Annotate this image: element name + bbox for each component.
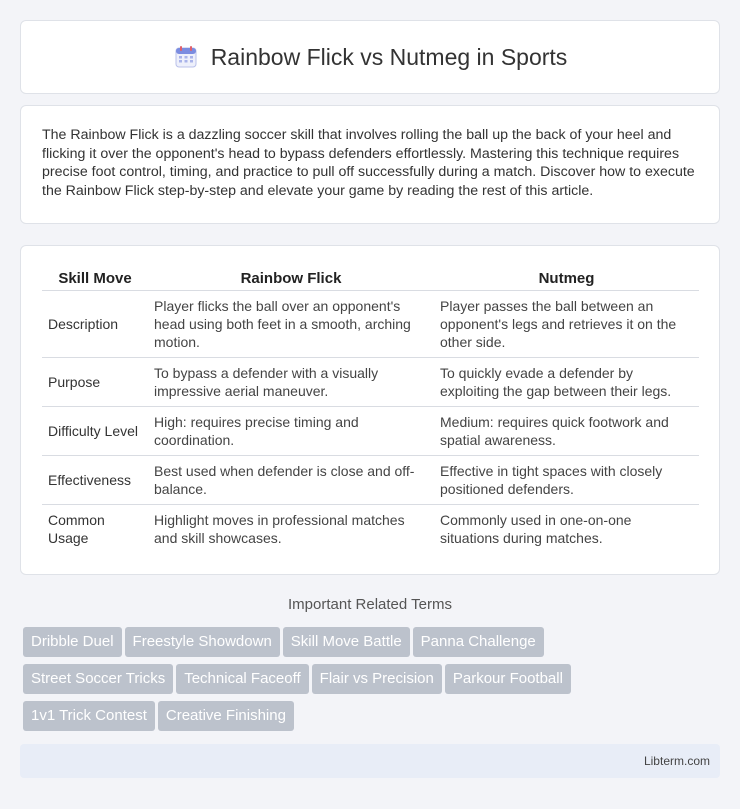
table-cell: Medium: requires quick footwork and spatial awareness. xyxy=(434,406,699,455)
row-label: Common Usage xyxy=(42,504,148,553)
header-card xyxy=(20,20,720,94)
table-cell: Player flicks the ball over an opponent's head using both feet in a smooth, arching motion. xyxy=(148,290,434,357)
column-header: Skill Move xyxy=(58,270,132,287)
table-cell: Best used when defender is close and off-balance. xyxy=(148,455,434,504)
related-terms-title: Important Related Terms xyxy=(288,596,452,613)
row-label: Purpose xyxy=(42,357,148,406)
table-row xyxy=(42,357,699,406)
table-cell: Effective in tight spaces with closely positioned defenders. xyxy=(434,455,699,504)
related-term-tag[interactable]: 1v1 Trick Contest xyxy=(23,701,155,731)
related-terms-list xyxy=(23,627,723,738)
table-cell: High: requires precise timing and coordination. xyxy=(148,406,434,455)
table-cell: Player passes the ball between an opponent's legs and retrieves it on the other side. xyxy=(434,290,699,357)
related-term-tag[interactable]: Street Soccer Tricks xyxy=(23,664,173,694)
footer-site-link[interactable]: Libterm.com xyxy=(643,754,710,768)
column-header: Nutmeg xyxy=(538,270,595,287)
table-cell: To quickly evade a defender by exploiting the gap between their legs. xyxy=(434,357,699,406)
comparison-table xyxy=(42,264,699,553)
table-cell: Highlight moves in professional matches and skill showcases. xyxy=(148,504,434,553)
column-header: Rainbow Flick xyxy=(240,270,342,287)
calendar-icon xyxy=(173,44,199,70)
row-label: Description xyxy=(42,290,148,357)
footer xyxy=(20,744,720,778)
table-row xyxy=(42,406,699,455)
related-term-tag[interactable]: Skill Move Battle xyxy=(283,627,410,657)
related-term-tag[interactable]: Dribble Duel xyxy=(23,627,122,657)
table-row xyxy=(42,504,699,553)
intro-text: The Rainbow Flick is a dazzling soccer skill that involves rolling the ball up the back of your heel and flicking it over the opponent's head to bypass defenders effortlessly. Mastering this technique requires precise foot control, timing, and practice to pull off successfully during a match. Discover how to execute the Rainbow Flick step-by-step and elevate your game by reading the rest of this article. xyxy=(42,127,695,199)
related-term-tag[interactable]: Panna Challenge xyxy=(413,627,544,657)
comparison-card xyxy=(20,245,720,575)
row-label: Difficulty Level xyxy=(42,406,148,455)
table-row xyxy=(42,290,699,357)
page-title: Rainbow Flick vs Nutmeg in Sports xyxy=(210,43,568,70)
related-term-tag[interactable]: Creative Finishing xyxy=(158,701,294,731)
table-row xyxy=(42,455,699,504)
table-header-row xyxy=(42,264,699,290)
related-term-tag[interactable]: Parkour Football xyxy=(445,664,571,694)
related-term-tag[interactable]: Freestyle Showdown xyxy=(125,627,280,657)
table-cell: Commonly used in one-on-one situations during matches. xyxy=(434,504,699,553)
row-label: Effectiveness xyxy=(42,455,148,504)
related-term-tag[interactable]: Flair vs Precision xyxy=(312,664,442,694)
intro-card xyxy=(20,105,720,224)
related-term-tag[interactable]: Technical Faceoff xyxy=(176,664,308,694)
table-cell: To bypass a defender with a visually impressive aerial maneuver. xyxy=(148,357,434,406)
